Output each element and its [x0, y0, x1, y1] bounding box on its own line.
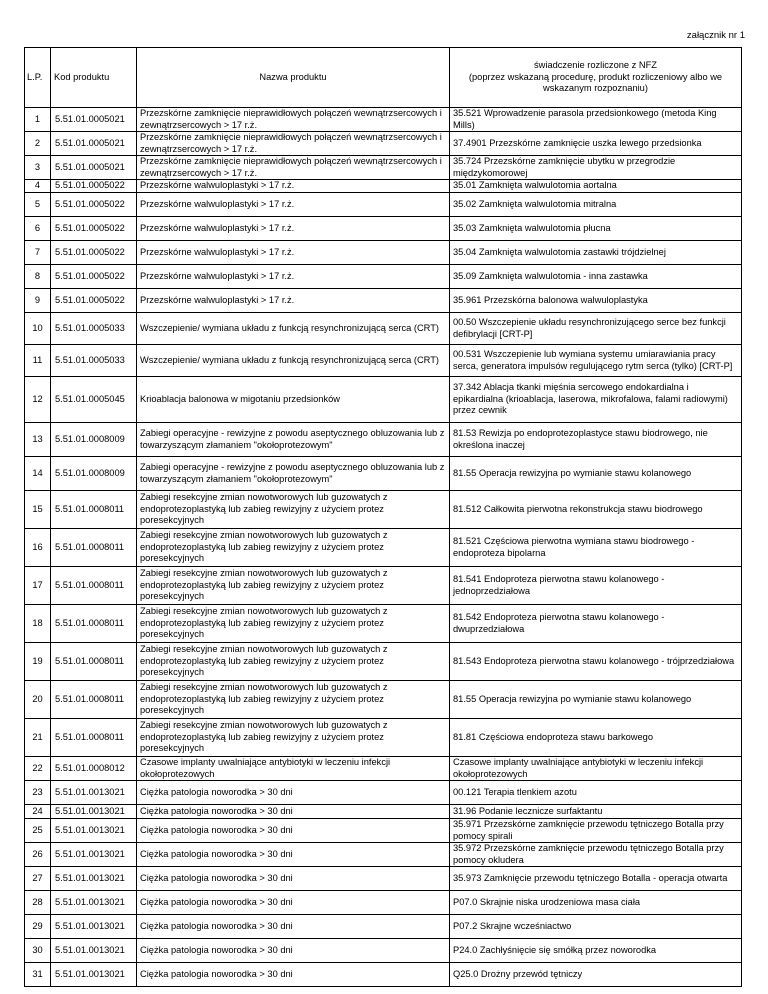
product-code-cell: 5.51.01.0005022 — [51, 217, 137, 241]
table-row — [25, 217, 742, 241]
product-name-cell: Przezskórne zamknięcie nieprawidłowych połączeń wewnątrzsercowych i zewnątrzsercowych > 17 r.ż. — [137, 156, 450, 180]
lp-cell: 7 — [25, 241, 51, 265]
lp-cell: 1 — [25, 108, 51, 132]
table-row — [25, 108, 742, 132]
product-code-cell: 5.51.01.0008011 — [51, 643, 137, 681]
product-code-cell: 5.51.01.0005022 — [51, 241, 137, 265]
product-name-cell: Ciężka patologia noworodka > 30 dni — [137, 867, 450, 891]
lp-cell: 3 — [25, 156, 51, 180]
header-service-line1: świadczenie rozliczone z NFZ — [534, 60, 657, 71]
service-cell: 35.521 Wprowadzenie parasola przedsionkowego (metoda King Mills) — [450, 108, 742, 132]
lp-cell: 19 — [25, 643, 51, 681]
header-code: Kod produktu — [51, 48, 137, 108]
product-name-cell: Ciężka patologia noworodka > 30 dni — [137, 805, 450, 819]
product-name-cell: Przezskórne walwuloplastyki > 17 r.ż. — [137, 241, 450, 265]
service-cell: P07.2 Skrajne wcześniactwo — [450, 915, 742, 939]
product-name-cell: Krioablacja balonowa w migotaniu przedsionków — [137, 377, 450, 423]
product-name-cell: Czasowe implanty uwalniające antybiotyki w leczeniu infekcji okołoprotezowych — [137, 757, 450, 781]
header-row — [25, 48, 742, 108]
service-cell: 35.973 Zamknięcie przewodu tętniczego Botalla - operacja otwarta — [450, 867, 742, 891]
product-code-cell: 5.51.01.0005022 — [51, 193, 137, 217]
lp-cell: 8 — [25, 265, 51, 289]
service-cell: 35.09 Zamknięta walwulotomia - inna zastawka — [450, 265, 742, 289]
product-code-cell: 5.51.01.0013021 — [51, 819, 137, 843]
product-code-cell: 5.51.01.0013021 — [51, 867, 137, 891]
product-name-cell: Zabiegi resekcyjne zmian nowotworowych lub guzowatych z endoprotezoplastyką lub zabieg rewizyjny z użyciem protez poresekcyjnych — [137, 491, 450, 529]
table-row — [25, 457, 742, 491]
table-row — [25, 963, 742, 987]
product-code-cell: 5.51.01.0005033 — [51, 345, 137, 377]
service-cell: 00.50 Wszczepienie układu resynchronizującego serce bez funkcji defibrylacji [CRT-P] — [450, 313, 742, 345]
product-code-cell: 5.51.01.0013021 — [51, 805, 137, 819]
product-name-cell: Przezskórne walwuloplastyki > 17 r.ż. — [137, 289, 450, 313]
service-cell: 35.03 Zamknięta walwulotomia płucna — [450, 217, 742, 241]
header-service — [450, 48, 742, 108]
service-cell: 00.121 Terapia tlenkiem azotu — [450, 781, 742, 805]
product-code-cell: 5.51.01.0005022 — [51, 265, 137, 289]
lp-cell: 10 — [25, 313, 51, 345]
table-row — [25, 643, 742, 681]
product-name-cell: Ciężka patologia noworodka > 30 dni — [137, 915, 450, 939]
product-name-cell: Zabiegi resekcyjne zmian nowotworowych lub guzowatych z endoprotezoplastyką lub zabieg rewizyjny z użyciem protez poresekcyjnych — [137, 567, 450, 605]
service-cell: 81.541 Endoproteza pierwotna stawu kolanowego - jednoprzedziałowa — [450, 567, 742, 605]
service-cell: 81.55 Operacja rewizyjna po wymianie stawu kolanowego — [450, 457, 742, 491]
product-code-cell: 5.51.01.0005022 — [51, 180, 137, 193]
lp-cell: 16 — [25, 529, 51, 567]
header-name: Nazwa produktu — [137, 48, 450, 108]
lp-cell: 29 — [25, 915, 51, 939]
lp-cell: 31 — [25, 963, 51, 987]
table-row — [25, 423, 742, 457]
product-name-cell: Przezskórne zamknięcie nieprawidłowych połączeń wewnątrzsercowych i zewnątrzsercowych > 17 r.ż. — [137, 108, 450, 132]
product-name-cell: Zabiegi resekcyjne zmian nowotworowych lub guzowatych z endoprotezoplastyką lub zabieg rewizyjny z użyciem protez poresekcyjnych — [137, 719, 450, 757]
lp-cell: 17 — [25, 567, 51, 605]
product-code-cell: 5.51.01.0005021 — [51, 132, 137, 156]
table-row — [25, 313, 742, 345]
product-name-cell: Ciężka patologia noworodka > 30 dni — [137, 843, 450, 867]
service-cell: Q25.0 Drożny przewód tętniczy — [450, 963, 742, 987]
lp-cell: 21 — [25, 719, 51, 757]
table-row — [25, 605, 742, 643]
service-cell: 35.02 Zamknięta walwulotomia mitralna — [450, 193, 742, 217]
table-row — [25, 529, 742, 567]
product-code-cell: 5.51.01.0005021 — [51, 108, 137, 132]
product-name-cell: Ciężka patologia noworodka > 30 dni — [137, 963, 450, 987]
product-code-cell: 5.51.01.0008011 — [51, 605, 137, 643]
product-name-cell: Ciężka patologia noworodka > 30 dni — [137, 939, 450, 963]
service-cell: 35.04 Zamknięta walwulotomia zastawki trójdzielnej — [450, 241, 742, 265]
product-code-cell: 5.51.01.0013021 — [51, 781, 137, 805]
table-row — [25, 567, 742, 605]
service-cell: 35.971 Przezskórne zamknięcie przewodu tętniczego Botalla przy pomocy spirali — [450, 819, 742, 843]
lp-cell: 26 — [25, 843, 51, 867]
product-code-cell: 5.51.01.0008011 — [51, 719, 137, 757]
service-cell: 35.01 Zamknięta walwulotomia aortalna — [450, 180, 742, 193]
product-name-cell: Zabiegi resekcyjne zmian nowotworowych lub guzowatych z endoprotezoplastyką lub zabieg rewizyjny z użyciem protez poresekcyjnych — [137, 529, 450, 567]
product-code-cell: 5.51.01.0008009 — [51, 423, 137, 457]
table-row — [25, 805, 742, 819]
service-cell: 37.342 Ablacja tkanki mięśnia sercowego endokardialna i epikardialna (krioablacja, laserowa, mikrofalowa, falami radiowymi) przez cewnik — [450, 377, 742, 423]
service-cell: 00.531 Wszczepienie lub wymiana systemu umiarawiania pracy serca, generatora impulsów regulującego rytm serca (tylko) [CRT-P] — [450, 345, 742, 377]
products-table — [24, 47, 742, 987]
product-code-cell: 5.51.01.0013021 — [51, 843, 137, 867]
table-row — [25, 193, 742, 217]
product-name-cell: Wszczepienie/ wymiana układu z funkcją resynchronizującą serca (CRT) — [137, 313, 450, 345]
lp-cell: 4 — [25, 180, 51, 193]
service-cell: 81.53 Rewizja po endoprotezoplastyce stawu biodrowego, nie określona inaczej — [450, 423, 742, 457]
lp-cell: 27 — [25, 867, 51, 891]
lp-cell: 20 — [25, 681, 51, 719]
product-code-cell: 5.51.01.0005033 — [51, 313, 137, 345]
service-cell: 35.724 Przezskórne zamknięcie ubytku w przegrodzie międzykomorowej — [450, 156, 742, 180]
lp-cell: 24 — [25, 805, 51, 819]
table-row — [25, 345, 742, 377]
table-row — [25, 377, 742, 423]
service-cell: 81.543 Endoproteza pierwotna stawu kolanowego - trójprzedziałowa — [450, 643, 742, 681]
annex-label: załącznik nr 1 — [686, 30, 745, 41]
lp-cell: 28 — [25, 891, 51, 915]
table-row — [25, 289, 742, 313]
service-cell: 37.4901 Przezskórne zamknięcie uszka lewego przedsionka — [450, 132, 742, 156]
service-cell: 81.521 Częściowa pierwotna wymiana stawu biodrowego - endoproteza bipolarna — [450, 529, 742, 567]
product-name-cell: Przezskórne walwuloplastyki > 17 r.ż. — [137, 217, 450, 241]
table-row — [25, 915, 742, 939]
product-code-cell: 5.51.01.0013021 — [51, 939, 137, 963]
product-code-cell: 5.51.01.0008011 — [51, 491, 137, 529]
table-row — [25, 132, 742, 156]
header-service-line2: (poprzez wskazaną procedurę, produkt rozliczeniowy albo we — [468, 71, 723, 82]
table-row — [25, 757, 742, 781]
table-row — [25, 719, 742, 757]
product-name-cell: Ciężka patologia noworodka > 30 dni — [137, 781, 450, 805]
header-service-line3: wskazanym rozpoznaniu) — [543, 83, 648, 94]
product-name-cell: Przezskórne walwuloplastyki > 17 r.ż. — [137, 193, 450, 217]
product-code-cell: 5.51.01.0008011 — [51, 529, 137, 567]
table-row — [25, 156, 742, 180]
product-name-cell: Przezskórne zamknięcie nieprawidłowych połączeń wewnątrzsercowych i zewnątrzsercowych > 17 r.ż. — [137, 132, 450, 156]
product-name-cell: Zabiegi resekcyjne zmian nowotworowych lub guzowatych z endoprotezoplastyką lub zabieg rewizyjny z użyciem protez poresekcyjnych — [137, 605, 450, 643]
lp-cell: 9 — [25, 289, 51, 313]
table-row — [25, 843, 742, 867]
lp-cell: 14 — [25, 457, 51, 491]
lp-cell: 25 — [25, 819, 51, 843]
lp-cell: 5 — [25, 193, 51, 217]
product-code-cell: 5.51.01.0005045 — [51, 377, 137, 423]
product-name-cell: Zabiegi resekcyjne zmian nowotworowych lub guzowatych z endoprotezoplastyką lub zabieg rewizyjny z użyciem protez poresekcyjnych — [137, 681, 450, 719]
lp-cell: 2 — [25, 132, 51, 156]
product-name-cell: Wszczepienie/ wymiana układu z funkcją resynchronizującą serca (CRT) — [137, 345, 450, 377]
lp-cell: 30 — [25, 939, 51, 963]
table-row — [25, 781, 742, 805]
service-cell: 81.512 Całkowita pierwotna rekonstrukcja stawu biodrowego — [450, 491, 742, 529]
product-code-cell: 5.51.01.0013021 — [51, 891, 137, 915]
lp-cell: 13 — [25, 423, 51, 457]
table-row — [25, 180, 742, 193]
table-row — [25, 241, 742, 265]
service-cell: P07.0 Skrajnie niska urodzeniowa masa ciała — [450, 891, 742, 915]
table-row — [25, 867, 742, 891]
service-cell: Czasowe implanty uwalniające antybiotyki w leczeniu infekcji okołoprotezowych — [450, 757, 742, 781]
product-code-cell: 5.51.01.0005021 — [51, 156, 137, 180]
product-name-cell: Przezskórne walwuloplastyki > 17 r.ż. — [137, 180, 450, 193]
product-code-cell: 5.51.01.0013021 — [51, 915, 137, 939]
service-cell: 35.961 Przezskórna balonowa walwuloplastyka — [450, 289, 742, 313]
lp-cell: 15 — [25, 491, 51, 529]
service-cell: 81.542 Endoproteza pierwotna stawu kolanowego - dwuprzedziałowa — [450, 605, 742, 643]
product-code-cell: 5.51.01.0008011 — [51, 681, 137, 719]
product-code-cell: 5.51.01.0008012 — [51, 757, 137, 781]
product-code-cell: 5.51.01.0013021 — [51, 963, 137, 987]
table-row — [25, 681, 742, 719]
header-lp: L.P. — [25, 48, 51, 108]
product-code-cell: 5.51.01.0008009 — [51, 457, 137, 491]
table-row — [25, 891, 742, 915]
product-name-cell: Zabiegi resekcyjne zmian nowotworowych lub guzowatych z endoprotezoplastyką lub zabieg rewizyjny z użyciem protez poresekcyjnych — [137, 643, 450, 681]
table-row — [25, 819, 742, 843]
lp-cell: 22 — [25, 757, 51, 781]
product-name-cell: Zabiegi operacyjne - rewizyjne z powodu aseptycznego obluzowania lub z towarzyszącym złamaniem "okołoprotezowym" — [137, 457, 450, 491]
product-code-cell: 5.51.01.0008011 — [51, 567, 137, 605]
lp-cell: 12 — [25, 377, 51, 423]
lp-cell: 18 — [25, 605, 51, 643]
table-row — [25, 491, 742, 529]
lp-cell: 6 — [25, 217, 51, 241]
service-cell: 35.972 Przezskórne zamknięcie przewodu tętniczego Botalla przy pomocy okludera — [450, 843, 742, 867]
lp-cell: 11 — [25, 345, 51, 377]
service-cell: P24.0 Zachłyśnięcie się smółką przez noworodka — [450, 939, 742, 963]
product-code-cell: 5.51.01.0005022 — [51, 289, 137, 313]
service-cell: 81.81 Częściowa endoproteza stawu barkowego — [450, 719, 742, 757]
product-name-cell: Ciężka patologia noworodka > 30 dni — [137, 891, 450, 915]
service-cell: 81.55 Operacja rewizyjna po wymianie stawu kolanowego — [450, 681, 742, 719]
lp-cell: 23 — [25, 781, 51, 805]
service-cell: 31.96 Podanie lecznicze surfaktantu — [450, 805, 742, 819]
product-name-cell: Ciężka patologia noworodka > 30 dni — [137, 819, 450, 843]
table-row — [25, 265, 742, 289]
product-name-cell: Zabiegi operacyjne - rewizyjne z powodu aseptycznego obluzowania lub z towarzyszącym złamaniem "okołoprotezowym" — [137, 423, 450, 457]
table-row — [25, 939, 742, 963]
product-name-cell: Przezskórne walwuloplastyki > 17 r.ż. — [137, 265, 450, 289]
